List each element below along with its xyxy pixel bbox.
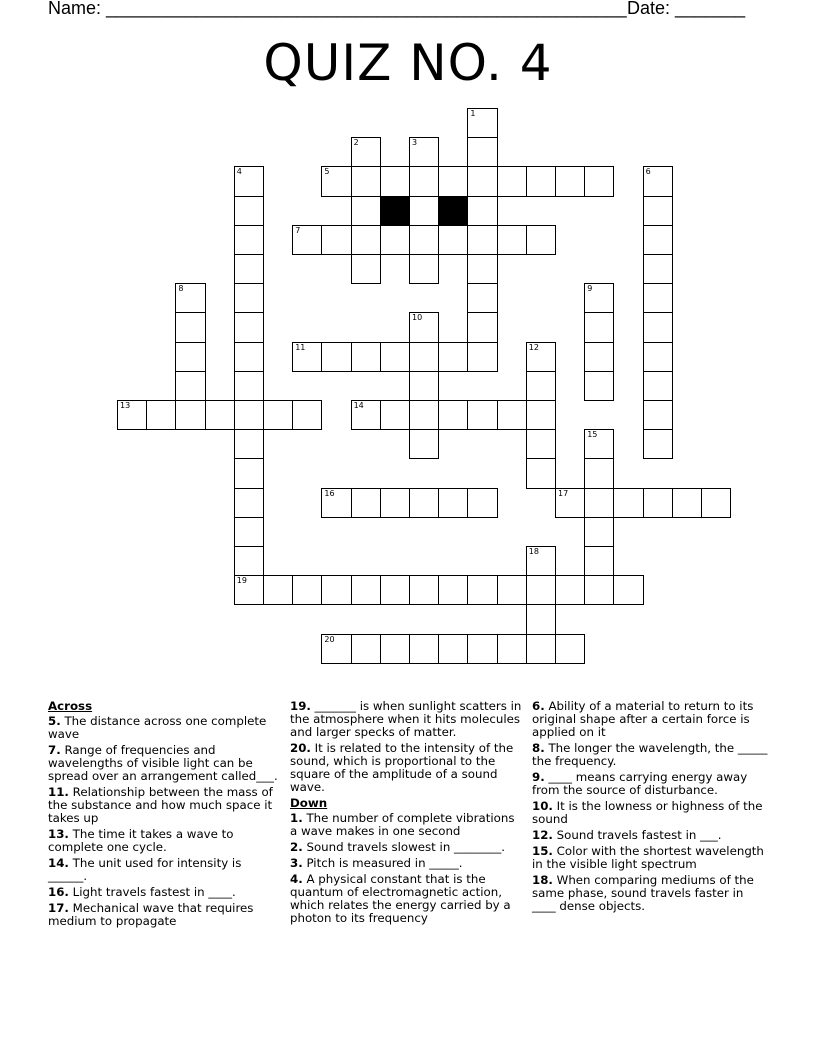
grid-cell[interactable] <box>555 166 585 196</box>
grid-cell[interactable] <box>497 400 527 430</box>
grid-cell[interactable] <box>701 488 731 518</box>
grid-cell[interactable] <box>380 400 410 430</box>
grid-cell[interactable] <box>613 488 643 518</box>
grid-cell[interactable] <box>234 254 264 284</box>
cell-number: 18 <box>528 547 539 556</box>
grid-cell[interactable] <box>497 575 527 605</box>
grid-block <box>380 196 410 226</box>
grid-cell[interactable] <box>351 196 381 226</box>
grid-cell[interactable] <box>175 400 205 430</box>
cell-number: 7 <box>295 225 301 235</box>
down-heading: Down <box>290 796 328 810</box>
grid-cell[interactable] <box>234 342 264 372</box>
grid-cell[interactable] <box>467 312 497 342</box>
grid-cell[interactable] <box>584 517 614 547</box>
grid-cell[interactable] <box>409 166 439 196</box>
grid-cell[interactable] <box>584 283 614 313</box>
clue-down-4: 4. A physical constant that is the quantum of electromagnetic action, which relates the energy carried by a photon to its frequency <box>290 872 511 925</box>
grid-cell[interactable] <box>234 429 264 459</box>
grid-cell[interactable] <box>526 575 556 605</box>
grid-cell[interactable] <box>175 342 205 372</box>
cell-number: 9 <box>587 284 593 294</box>
clue-across-16: 16. Light travels fastest in ____. <box>48 885 236 899</box>
grid-cell[interactable] <box>292 225 322 255</box>
grid-cell[interactable] <box>205 400 235 430</box>
clue-down-6: 6. Ability of a material to return to its original shape after a certain force is applied on it <box>532 699 754 739</box>
grid-cell[interactable] <box>409 488 439 518</box>
clue-column-1 <box>48 700 280 931</box>
name-field: Name: ____________________________________________________ <box>48 0 627 18</box>
clue-down-10: 10. It is the lowness or highness of the sound <box>532 799 763 826</box>
cell-number: 20 <box>324 634 335 644</box>
clue-down-15: 15. Color with the shortest wavelength in the visible light spectrum <box>532 844 764 871</box>
grid-cell[interactable] <box>643 196 673 226</box>
grid-cell[interactable] <box>380 575 410 605</box>
grid-cell[interactable] <box>234 517 264 547</box>
clue-across-19: 19. _______ is when sunlight scatters in the atmosphere when it hits molecules and larger specks of matter. <box>290 699 522 739</box>
grid-cell[interactable] <box>234 400 264 430</box>
grid-cell[interactable] <box>613 575 643 605</box>
grid-cell[interactable] <box>643 342 673 372</box>
grid-cell[interactable] <box>467 283 497 313</box>
grid-cell[interactable] <box>409 342 439 372</box>
grid-cell[interactable] <box>467 575 497 605</box>
grid-cell[interactable] <box>643 254 673 284</box>
grid-cell[interactable] <box>467 634 497 664</box>
grid-cell[interactable] <box>409 400 439 430</box>
clue-down-2: 2. Sound travels slowest in ________. <box>290 840 505 854</box>
clue-down-12: 12. Sound travels fastest in ___. <box>532 828 722 842</box>
cell-number: 15 <box>587 430 598 440</box>
grid-block <box>438 196 468 226</box>
clue-across-7: 7. Range of frequencies and wavelengths of visible light can be spread over an arrangement called___. <box>48 743 278 783</box>
cell-number: 4 <box>236 167 242 177</box>
grid-cell[interactable] <box>292 342 322 372</box>
grid-cell[interactable] <box>234 458 264 488</box>
grid-cell[interactable] <box>409 137 439 167</box>
grid-cell[interactable] <box>438 400 468 430</box>
grid-cell[interactable] <box>584 342 614 372</box>
grid-cell[interactable] <box>234 312 264 342</box>
grid-cell[interactable] <box>584 546 614 576</box>
grid-cell[interactable] <box>351 488 381 518</box>
grid-cell[interactable] <box>234 546 264 576</box>
grid-cell[interactable] <box>526 166 556 196</box>
grid-cell[interactable] <box>526 400 556 430</box>
grid-cell[interactable] <box>526 225 556 255</box>
grid-cell[interactable] <box>497 634 527 664</box>
grid-cell[interactable] <box>438 575 468 605</box>
grid-cell[interactable] <box>467 225 497 255</box>
grid-cell[interactable] <box>643 283 673 313</box>
grid-cell[interactable] <box>438 166 468 196</box>
grid-cell[interactable] <box>643 312 673 342</box>
page-title: QUIZ NO. 4 <box>263 34 553 92</box>
grid-cell[interactable] <box>409 312 439 342</box>
clue-down-18: 18. When comparing mediums of the same phase, sound travels faster in ____ dense objects. <box>532 873 754 913</box>
clue-column-2 <box>290 700 522 928</box>
grid-cell[interactable] <box>438 342 468 372</box>
grid-cell[interactable] <box>584 429 614 459</box>
grid-cell[interactable] <box>409 634 439 664</box>
cell-number: 14 <box>353 401 364 410</box>
grid-cell[interactable] <box>380 166 410 196</box>
grid-cell[interactable] <box>321 575 351 605</box>
cell-number: 17 <box>558 488 569 498</box>
clue-down-8: 8. The longer the wavelength, the _____ the frequency. <box>532 741 768 768</box>
clue-across-11: 11. Relationship between the mass of the substance and how much space it takes up <box>48 785 273 825</box>
grid-cell[interactable] <box>584 166 614 196</box>
grid-cell[interactable] <box>526 546 556 576</box>
grid-cell[interactable] <box>555 575 585 605</box>
grid-cell[interactable] <box>643 371 673 401</box>
grid-cell[interactable] <box>321 166 351 196</box>
grid-cell[interactable] <box>526 604 556 634</box>
grid-cell[interactable] <box>643 166 673 196</box>
grid-cell[interactable] <box>292 400 322 430</box>
cell-number: 3 <box>412 138 418 148</box>
grid-cell[interactable] <box>234 371 264 401</box>
grid-cell[interactable] <box>409 371 439 401</box>
grid-cell[interactable] <box>467 254 497 284</box>
grid-cell[interactable] <box>526 429 556 459</box>
grid-cell[interactable] <box>409 196 439 226</box>
grid-cell[interactable] <box>643 400 673 430</box>
grid-cell[interactable] <box>467 342 497 372</box>
cell-number: 12 <box>528 342 539 352</box>
grid-cell[interactable] <box>380 488 410 518</box>
grid-cell[interactable] <box>497 225 527 255</box>
clue-across-5: 5. The distance across one complete wave <box>48 714 267 741</box>
grid-cell[interactable] <box>643 429 673 459</box>
clue-across-20: 20. It is related to the intensity of the sound, which is proportional to the square of the amplitude of a sound wave. <box>290 741 514 794</box>
grid-cell[interactable] <box>584 312 614 342</box>
clue-across-13: 13. The time it takes a wave to complete one cycle. <box>48 827 234 854</box>
cell-number: 10 <box>412 313 423 323</box>
grid-cell[interactable] <box>409 254 439 284</box>
cell-number: 16 <box>324 488 335 498</box>
grid-cell[interactable] <box>234 283 264 313</box>
grid-cell[interactable] <box>234 225 264 255</box>
grid-cell[interactable] <box>263 575 293 605</box>
grid-cell[interactable] <box>351 254 381 284</box>
grid-cell[interactable] <box>175 371 205 401</box>
grid-cell[interactable] <box>146 400 176 430</box>
cell-number: 19 <box>236 576 247 586</box>
cell-number: 13 <box>120 401 131 410</box>
cell-number: 8 <box>178 284 184 294</box>
grid-cell[interactable] <box>409 429 439 459</box>
grid-cell[interactable] <box>351 634 381 664</box>
grid-cell[interactable] <box>263 400 293 430</box>
grid-cell[interactable] <box>380 634 410 664</box>
grid-cell[interactable] <box>467 488 497 518</box>
cell-number: 1 <box>470 109 476 118</box>
grid-cell[interactable] <box>409 225 439 255</box>
grid-cell[interactable] <box>321 342 351 372</box>
grid-cell[interactable] <box>409 575 439 605</box>
clue-across-14: 14. The unit used for intensity is ______. <box>48 856 242 883</box>
grid-cell[interactable] <box>380 342 410 372</box>
grid-cell[interactable] <box>467 137 497 167</box>
grid-cell[interactable] <box>351 166 381 196</box>
clue-down-9: 9. ____ means carrying energy away from the source of disturbance. <box>532 770 748 797</box>
grid-cell[interactable] <box>351 575 381 605</box>
grid-cell[interactable] <box>234 166 264 196</box>
grid-cell[interactable] <box>643 225 673 255</box>
grid-cell[interactable] <box>351 342 381 372</box>
clue-column-3 <box>532 700 770 916</box>
grid-cell[interactable] <box>584 575 614 605</box>
grid-cell[interactable] <box>555 488 585 518</box>
grid-cell[interactable] <box>672 488 702 518</box>
grid-cell[interactable] <box>234 575 264 605</box>
grid-cell[interactable] <box>526 458 556 488</box>
grid-cell[interactable] <box>467 166 497 196</box>
clue-down-3: 3. Pitch is measured in _____. <box>290 856 463 870</box>
grid-cell[interactable] <box>117 400 147 430</box>
clue-down-1: 1. The number of complete vibrations a wave makes in one second <box>290 811 515 838</box>
grid-cell[interactable] <box>497 166 527 196</box>
grid-cell[interactable] <box>584 458 614 488</box>
grid-cell[interactable] <box>234 488 264 518</box>
grid-cell[interactable] <box>555 634 585 664</box>
cell-number: 11 <box>295 342 306 352</box>
grid-cell[interactable] <box>321 488 351 518</box>
grid-cell[interactable] <box>234 196 264 226</box>
grid-cell[interactable] <box>321 634 351 664</box>
grid-cell[interactable] <box>175 283 205 313</box>
grid-cell[interactable] <box>351 400 381 430</box>
grid-cell[interactable] <box>438 634 468 664</box>
grid-cell[interactable] <box>438 488 468 518</box>
grid-cell[interactable] <box>526 371 556 401</box>
cell-number: 6 <box>645 167 651 177</box>
grid-cell[interactable] <box>380 225 410 255</box>
grid-cell[interactable] <box>526 342 556 372</box>
grid-cell[interactable] <box>351 225 381 255</box>
grid-cell[interactable] <box>584 488 614 518</box>
grid-cell[interactable] <box>438 225 468 255</box>
cell-number: 2 <box>353 138 359 148</box>
clue-across-17: 17. Mechanical wave that requires medium to propagate <box>48 901 254 928</box>
grid-cell[interactable] <box>467 400 497 430</box>
grid-cell[interactable] <box>643 488 673 518</box>
grid-cell[interactable] <box>321 225 351 255</box>
grid-cell[interactable] <box>467 108 497 138</box>
date-field: Date: _______ <box>627 0 746 18</box>
grid-cell[interactable] <box>175 312 205 342</box>
grid-cell[interactable] <box>351 137 381 167</box>
grid-cell[interactable] <box>467 196 497 226</box>
grid-cell[interactable] <box>292 575 322 605</box>
grid-cell[interactable] <box>584 371 614 401</box>
cell-number: 5 <box>324 167 330 177</box>
across-heading: Across <box>48 699 93 713</box>
grid-cell[interactable] <box>526 634 556 664</box>
